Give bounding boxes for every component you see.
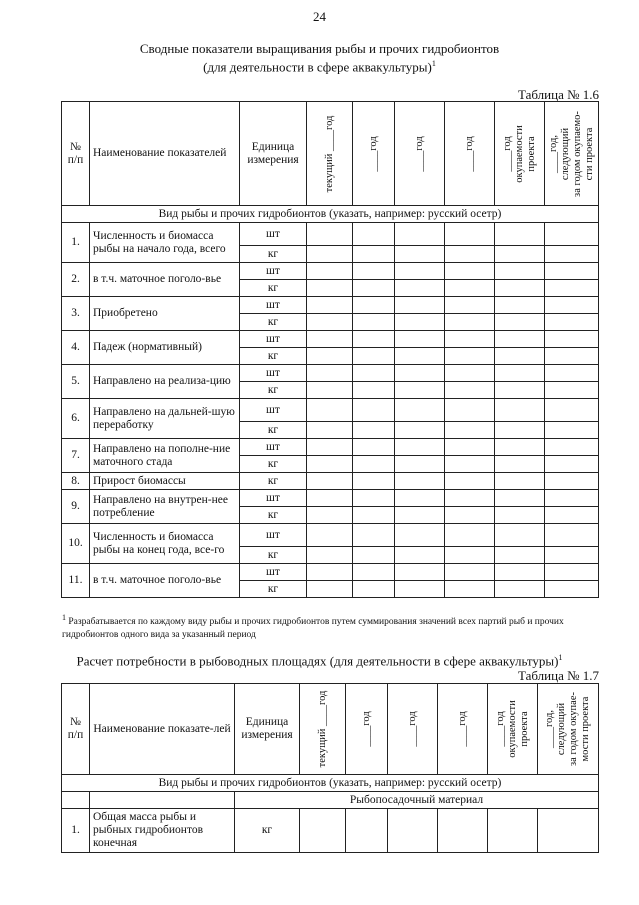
row-num: 6.	[62, 399, 90, 439]
row-num: 7.	[62, 439, 90, 473]
row-unit: шт	[240, 331, 307, 348]
table1-footnote	[62, 611, 602, 642]
row-num: 8.	[62, 473, 90, 490]
data-cell[interactable]	[353, 439, 395, 456]
row-unit: кг	[235, 809, 300, 853]
data-cell[interactable]	[545, 456, 599, 473]
table-row	[62, 439, 599, 456]
table1-label: Таблица № 1.6	[517, 87, 599, 102]
data-cell[interactable]	[346, 809, 388, 853]
row-name: Направлено на реализа-цию	[90, 365, 240, 399]
data-cell[interactable]	[445, 507, 495, 524]
header-unit: Единица измерения	[240, 102, 307, 206]
data-cell[interactable]	[545, 490, 599, 507]
header-num: № п/п	[62, 102, 90, 206]
row-unit: кг	[240, 507, 307, 524]
data-cell[interactable]	[445, 473, 495, 490]
data-cell[interactable]	[307, 314, 353, 331]
data-cell[interactable]	[395, 399, 445, 422]
data-cell[interactable]	[545, 547, 599, 564]
header-col-year2: ____год	[360, 711, 372, 747]
data-cell[interactable]	[307, 524, 353, 547]
header-col-year3: ____год	[406, 711, 418, 747]
row-unit: кг	[240, 280, 307, 297]
data-cell[interactable]	[307, 473, 353, 490]
row-unit: кг	[240, 581, 307, 598]
row-num: 3.	[62, 297, 90, 331]
row-name: Направлено на пополне-ние маточного стада	[90, 439, 240, 473]
data-cell[interactable]	[307, 382, 353, 399]
data-cell[interactable]	[545, 314, 599, 331]
data-cell[interactable]	[495, 547, 545, 564]
data-cell[interactable]	[395, 456, 445, 473]
data-cell[interactable]	[353, 564, 395, 581]
data-cell[interactable]	[545, 382, 599, 399]
data-cell[interactable]	[445, 263, 495, 280]
data-cell[interactable]	[545, 581, 599, 598]
data-cell[interactable]	[395, 524, 445, 547]
table2	[61, 683, 599, 853]
table-row	[62, 263, 599, 280]
row-unit: шт	[240, 399, 307, 422]
header-col-payback: ____год окупаемости проекта	[494, 700, 530, 758]
data-cell[interactable]	[445, 297, 495, 314]
row-num: 9.	[62, 490, 90, 524]
data-cell[interactable]	[545, 331, 599, 348]
data-cell[interactable]	[353, 297, 395, 314]
row-name: Численность и биомасса рыбы на конец года, все-го	[90, 524, 240, 564]
data-cell[interactable]	[353, 524, 395, 547]
data-cell[interactable]	[395, 581, 445, 598]
data-cell[interactable]	[300, 809, 346, 853]
data-cell[interactable]	[388, 809, 438, 853]
header-name: Наименование показате-лей	[90, 684, 235, 775]
row-unit: шт	[240, 263, 307, 280]
footnote-mark: 1	[62, 613, 66, 622]
data-cell[interactable]	[353, 331, 395, 348]
data-cell[interactable]	[545, 422, 599, 439]
data-cell[interactable]	[495, 490, 545, 507]
data-cell[interactable]	[445, 331, 495, 348]
table-row	[62, 809, 599, 853]
header-col-year4: ____год	[456, 711, 468, 747]
table2-footnote-mark: 1	[558, 653, 563, 662]
data-cell[interactable]	[545, 348, 599, 365]
data-cell[interactable]	[353, 348, 395, 365]
row-unit: кг	[240, 246, 307, 263]
data-cell[interactable]	[395, 564, 445, 581]
data-cell[interactable]	[495, 507, 545, 524]
data-cell[interactable]	[545, 473, 599, 490]
row-name: в т.ч. маточное поголо-вье	[90, 263, 240, 297]
data-cell[interactable]	[495, 399, 545, 422]
header-col-current: текущий ____год	[316, 690, 328, 768]
data-cell[interactable]	[445, 422, 495, 439]
data-cell[interactable]	[445, 280, 495, 297]
table1-section-row: Вид рыбы и прочих гидробионтов (указать, например: русский осетр)	[62, 206, 599, 223]
table2-subsection-row: Рыбопосадочный материал	[235, 792, 599, 809]
data-cell[interactable]	[495, 246, 545, 263]
data-cell[interactable]	[495, 382, 545, 399]
row-name: Направлено на внутрен-нее потребление	[90, 490, 240, 524]
data-cell[interactable]	[353, 365, 395, 382]
data-cell[interactable]	[307, 547, 353, 564]
data-cell[interactable]	[353, 223, 395, 246]
table2-title-text: Расчет потребности в рыбоводных площадях (для деятельности в сфере аквакультуры)	[76, 653, 559, 669]
data-cell[interactable]	[545, 439, 599, 456]
data-cell[interactable]	[445, 246, 495, 263]
row-unit: кг	[240, 348, 307, 365]
row-unit: шт	[240, 439, 307, 456]
table-row	[62, 331, 599, 348]
data-cell[interactable]	[307, 297, 353, 314]
table2-label: Таблица № 1.7	[517, 668, 599, 683]
row-name: Общая масса рыбы и рыбных гидробионтов конечная	[90, 809, 235, 853]
data-cell[interactable]	[545, 223, 599, 246]
row-name: Прирост биомассы	[90, 473, 240, 490]
data-cell[interactable]	[495, 439, 545, 456]
header-col-year4: ____год	[463, 135, 475, 172]
data-cell[interactable]	[445, 399, 495, 422]
row-unit: кг	[240, 456, 307, 473]
table2-title	[0, 653, 639, 669]
data-cell[interactable]	[495, 422, 545, 439]
data-cell[interactable]	[545, 365, 599, 382]
table1-title-line2: (для деятельности в сфере аквакультуры)	[203, 59, 432, 75]
row-num: 1.	[62, 223, 90, 263]
data-cell[interactable]	[488, 809, 538, 853]
data-cell[interactable]	[495, 473, 545, 490]
data-cell[interactable]	[545, 564, 599, 581]
data-cell[interactable]	[307, 365, 353, 382]
data-cell[interactable]	[395, 297, 445, 314]
data-cell[interactable]	[307, 223, 353, 246]
data-cell[interactable]	[445, 223, 495, 246]
data-cell[interactable]	[445, 581, 495, 598]
header-col-payback: ____год окупаемости проекта	[501, 124, 537, 183]
data-cell[interactable]	[545, 280, 599, 297]
data-cell[interactable]	[353, 263, 395, 280]
data-cell[interactable]	[353, 456, 395, 473]
header-col-year2: ____год	[367, 135, 379, 172]
data-cell[interactable]	[545, 524, 599, 547]
data-cell[interactable]	[445, 547, 495, 564]
row-unit: шт	[240, 524, 307, 547]
data-cell[interactable]	[545, 399, 599, 422]
row-num: 1.	[62, 809, 90, 853]
table-row	[62, 365, 599, 382]
data-cell[interactable]	[353, 422, 395, 439]
data-cell[interactable]	[495, 581, 545, 598]
data-cell[interactable]	[307, 581, 353, 598]
data-cell[interactable]	[445, 439, 495, 456]
row-unit: кг	[240, 314, 307, 331]
data-cell[interactable]	[545, 246, 599, 263]
data-cell[interactable]	[495, 564, 545, 581]
table-row	[62, 399, 599, 422]
table-row	[62, 490, 599, 507]
data-cell[interactable]	[395, 365, 445, 382]
data-cell[interactable]	[395, 507, 445, 524]
header-col-year3: ____год	[413, 135, 425, 172]
data-cell[interactable]	[395, 547, 445, 564]
data-cell[interactable]	[445, 490, 495, 507]
data-cell[interactable]	[353, 507, 395, 524]
data-cell[interactable]	[353, 314, 395, 331]
row-name: Падеж (нормативный)	[90, 331, 240, 365]
data-cell[interactable]	[495, 331, 545, 348]
row-unit: кг	[240, 382, 307, 399]
data-cell[interactable]	[307, 331, 353, 348]
data-cell[interactable]	[495, 365, 545, 382]
data-cell[interactable]	[495, 263, 545, 280]
data-cell[interactable]	[353, 382, 395, 399]
data-cell[interactable]	[495, 348, 545, 365]
table2-header-row	[62, 684, 599, 775]
data-cell[interactable]	[395, 422, 445, 439]
data-cell[interactable]	[545, 263, 599, 280]
data-cell[interactable]	[445, 524, 495, 547]
header-unit: Единица измерения	[235, 684, 300, 775]
table1	[61, 101, 599, 598]
data-cell[interactable]	[395, 439, 445, 456]
table-row	[62, 564, 599, 581]
page-number: 24	[313, 9, 326, 24]
row-num: 10.	[62, 524, 90, 564]
data-cell[interactable]	[307, 263, 353, 280]
table1-footnote-mark: 1	[431, 59, 436, 68]
data-cell[interactable]	[353, 490, 395, 507]
table-row	[62, 223, 599, 246]
data-cell[interactable]	[307, 422, 353, 439]
row-name: Приобретено	[90, 297, 240, 331]
data-cell[interactable]	[445, 365, 495, 382]
data-cell[interactable]	[545, 297, 599, 314]
table1-header-row	[62, 102, 599, 206]
row-name: в т.ч. маточное поголо-вье	[90, 564, 240, 598]
data-cell[interactable]	[307, 456, 353, 473]
data-cell[interactable]	[445, 456, 495, 473]
row-unit: шт	[240, 223, 307, 246]
row-unit: кг	[240, 422, 307, 439]
data-cell[interactable]	[307, 246, 353, 263]
data-cell[interactable]	[395, 263, 445, 280]
data-cell[interactable]	[445, 382, 495, 399]
table2-section-row: Вид рыбы и прочих гидробионтов (указать, например: русский осетр)	[62, 775, 599, 792]
row-unit: шт	[240, 564, 307, 581]
header-col-after-payback: ____год, следующий за годом окупае- мости проекта	[544, 692, 591, 766]
data-cell[interactable]	[495, 456, 545, 473]
data-cell[interactable]	[353, 280, 395, 297]
data-cell[interactable]	[353, 399, 395, 422]
data-cell[interactable]	[307, 490, 353, 507]
data-cell[interactable]	[538, 809, 599, 853]
header-num: № п/п	[62, 684, 90, 775]
data-cell[interactable]	[495, 297, 545, 314]
row-num: 11.	[62, 564, 90, 598]
data-cell[interactable]	[395, 280, 445, 297]
data-cell[interactable]	[395, 490, 445, 507]
data-cell[interactable]	[307, 564, 353, 581]
data-cell[interactable]	[495, 314, 545, 331]
data-cell[interactable]	[445, 348, 495, 365]
data-cell[interactable]	[545, 507, 599, 524]
row-unit: кг	[240, 473, 307, 490]
data-cell[interactable]	[353, 246, 395, 263]
data-cell[interactable]	[307, 280, 353, 297]
header-col-after-payback: ____год, следующий за годом окупаемо- сти проекта	[547, 110, 595, 197]
data-cell[interactable]	[395, 314, 445, 331]
row-unit: кг	[240, 547, 307, 564]
row-num: 5.	[62, 365, 90, 399]
row-unit: шт	[240, 297, 307, 314]
table-row	[62, 524, 599, 547]
data-cell[interactable]	[307, 507, 353, 524]
data-cell[interactable]	[495, 280, 545, 297]
table-row	[62, 297, 599, 314]
data-cell[interactable]	[395, 348, 445, 365]
table1-title	[0, 41, 639, 74]
row-num: 4.	[62, 331, 90, 365]
data-cell[interactable]	[438, 809, 488, 853]
data-cell[interactable]	[395, 331, 445, 348]
row-unit: шт	[240, 490, 307, 507]
data-cell[interactable]	[495, 223, 545, 246]
data-cell[interactable]	[307, 348, 353, 365]
data-cell[interactable]	[445, 564, 495, 581]
data-cell[interactable]	[445, 314, 495, 331]
header-name: Наименование показателей	[90, 102, 240, 206]
data-cell[interactable]	[395, 246, 445, 263]
data-cell[interactable]	[495, 524, 545, 547]
table1-title-line1: Сводные показатели выращивания рыбы и прочих гидробионтов	[139, 41, 500, 56]
header-col-current: текущий ____год	[323, 115, 335, 192]
data-cell[interactable]	[353, 581, 395, 598]
row-name: Направлено на дальней-шую переработку	[90, 399, 240, 439]
table-row	[62, 473, 599, 490]
data-cell[interactable]	[353, 473, 395, 490]
row-num: 2.	[62, 263, 90, 297]
row-name: Численность и биомасса рыбы на начало года, всего	[90, 223, 240, 263]
footnote-text: Разрабатывается по каждому виду рыбы и прочих гидробионтов путем суммирования значений всех партий рыб и прочих гидробионтов одного вида за указанный период	[62, 617, 564, 641]
data-cell[interactable]	[307, 399, 353, 422]
row-unit: шт	[240, 365, 307, 382]
data-cell[interactable]	[307, 439, 353, 456]
data-cell[interactable]	[353, 547, 395, 564]
data-cell[interactable]	[395, 223, 445, 246]
data-cell[interactable]	[395, 382, 445, 399]
data-cell[interactable]	[395, 473, 445, 490]
